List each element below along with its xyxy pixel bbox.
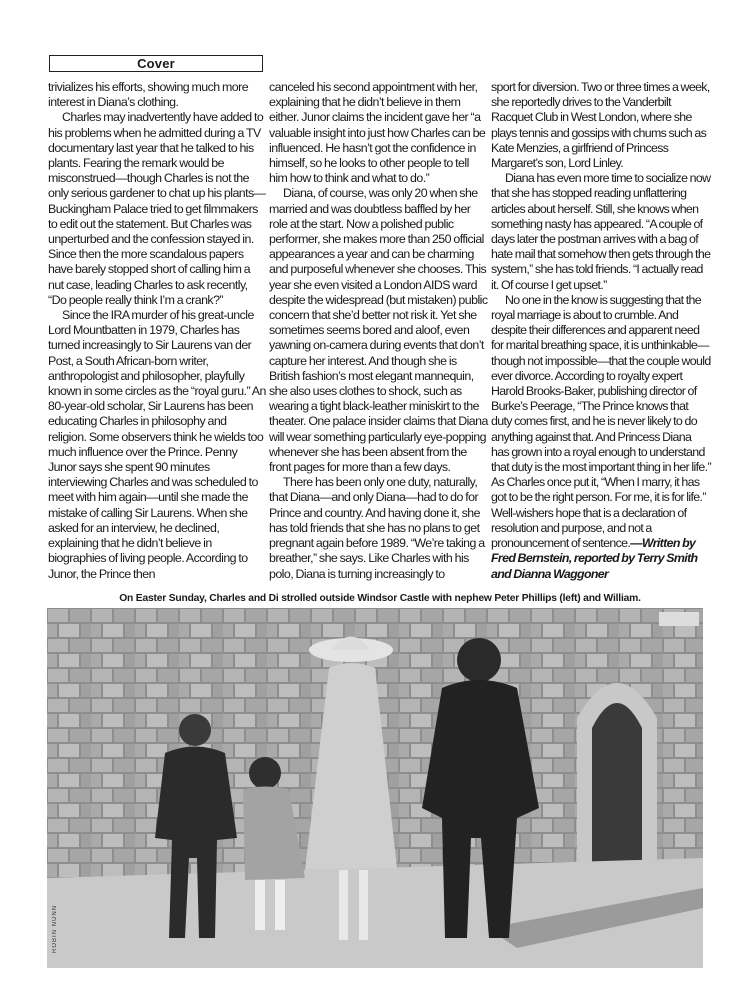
article-paragraph: sport for diversion. Two or three times a week, she reportedly drives to the Vanderbilt Racquet Club in West London, where she plays tennis and gossips with chums such as Kate Menzies, a girlfriend of Princess Margaret’s son, Lord Linley. — [491, 80, 710, 171]
article-paragraph: Since the IRA murder of his great-uncle Lord Mountbatten in 1979, Charles has turned increasingly to Sir Laurens van der Post, a South African-born writer, anthropologist and philosopher, playfully known in some circles as the “royal guru.” An 80-year-old scholar, Sir Laurens has been educating Charles in philosophy and religion. Some observers think he wields too much influence over the Prince. Penny Junor says she spent 90 minutes interviewing Charles and was scheduled to meet with him again—until she made the mistake of calling Sir Laurens. When she asked for an interview, he declined, explaining that he didn’t believe in biographies of living people. According to Junor, the Prince then — [48, 308, 266, 581]
photo-windsor-castle — [47, 608, 703, 968]
section-label: Cover — [49, 55, 263, 72]
article-paragraph: Diana, of course, was only 20 when she married and was doubtless baffled by her role at the start. Now a polished public performer, she makes more than 250 official appearances a year and can be charming and purposeful whenever she chooses. This year she even visited a London AIDS ward despite the widespread (but mistaken) public concern that she’d better not risk it. Yet she sometimes seems bored and aloof, even yawning on-camera during events that don’t capture her interest. And though she is British fashion’s most elegant mannequin, she also uses clothes to shock, such as wearing a tight black-leather miniskirt to the theater. One palace insider claims that Diana will wear something particularly eye-popping whenever she has been absent from the front pages for more than a few days. — [269, 186, 488, 475]
article-column-1 — [48, 80, 266, 582]
photo-caption: On Easter Sunday, Charles and Di strolled outside Windsor Castle with nephew Peter Phillips (left) and William. — [40, 592, 720, 605]
article-paragraph: trivializes his efforts, showing much more interest in Diana’s clothing. — [48, 80, 249, 110]
article-paragraph: Diana has even more time to socialize now that she has stopped reading unflattering articles about herself. Still, she knows when something nasty has appeared. “A couple of days later the postman arrives with a bag of hate mail that somehow then gets through the system,” she has told friends. “I actually read it. Of course I get upset.” — [491, 171, 711, 292]
article-paragraph: There has been only one duty, naturally, that Diana—and only Diana—had to do for Prince and country. And having done it, she has told friends that she has no plans to get pregnant again before 1989. “We’re taking a breather,” she says. Like Charles with his polo, Diana is turning increasingly to — [269, 475, 485, 581]
byline: —Written by Fred Bernstein, reported by Terry Smith and Dianna Waggoner — [491, 536, 698, 581]
article-column-2 — [269, 80, 489, 582]
article-column-3 — [491, 80, 711, 582]
article-paragraph-text: No one in the know is suggesting that the royal marriage is about to crumble. And despite their differences and apparent need for marital breathing space, it is unthinkable—though not impossible—that the couple would ever divorce. According to royalty expert Harold Brooks-Baker, publishing director of Burke’s Peerage, “The Prince knows that duty comes first, and he is never likely to do anything against that. And Princess Diana has grown into a royal enough to understand that duty is the most important thing in her life.” As Charles once put it, “When I marry, it has got to be the right person. For me, it is for life.” Well-wishers hope that is a declaration of resolution and purpose, and not a pronouncement of sentence. — [491, 292, 711, 551]
article-paragraph: canceled his second appointment with her, explaining that he didn’t believe in them either. Junor claims the incident gave her “a valuable insight into just how Charles can be influenced. He hasn’t got the confidence in himself, so he looks to other people to tell him how to think and what to do.” — [269, 80, 486, 186]
article-paragraph — [491, 293, 711, 582]
article-paragraph: Charles may inadvertently have added to his problems when he admitted during a TV documentary last year that he talked to his plants. Fearing the remark would be misconstrued—though Charles is not the only serious gardener to chat up his plants—Buckingham Palace tried to get filmmakers to edit out the statement. But Charles was unperturbed and the confession stayed in. Since then the more scandalous papers have barely stopped short of calling him a nut case, leading Charles to ask recently, “Do people really think I’m a crank?” — [48, 110, 266, 307]
photo-credit: ROBIN NUNN — [52, 905, 58, 954]
